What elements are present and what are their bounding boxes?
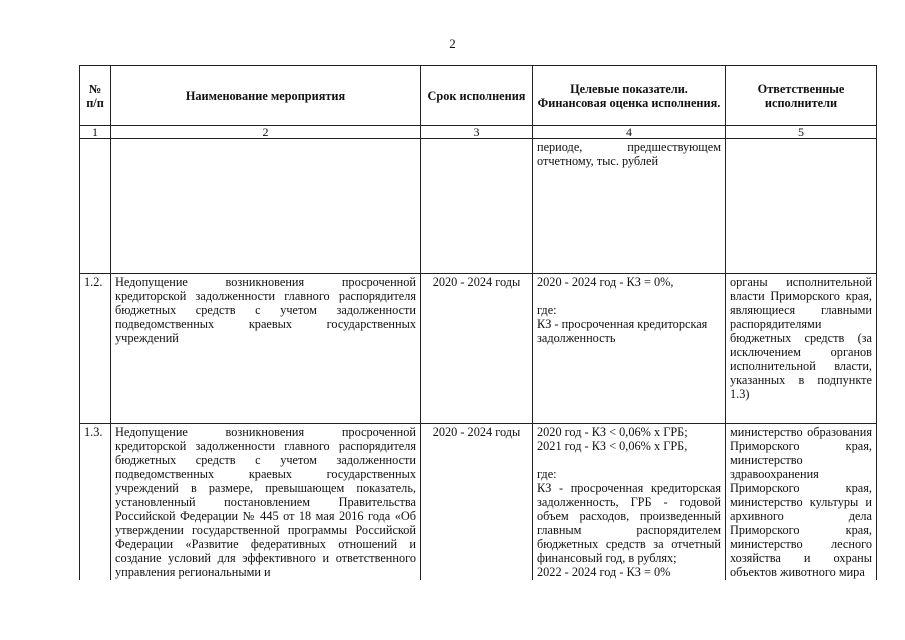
column-number: 2 xyxy=(111,126,421,139)
table-row xyxy=(80,424,877,581)
row-indicators: периоде, предшествующем отчетному, тыс. рублей xyxy=(533,139,726,274)
indicator-line: где: xyxy=(537,467,557,481)
indicator-line: 2020 - 2024 год - КЗ = 0%, xyxy=(537,275,674,289)
row-indicators xyxy=(533,274,726,424)
row-number: 1.3. xyxy=(80,424,111,581)
column-number: 4 xyxy=(533,126,726,139)
table-header-row xyxy=(80,66,877,126)
header-term: Срок исполнения xyxy=(421,66,533,126)
row-executors: органы исполнительной власти Приморского края, являющиеся главными распорядителями бюджетных средств (за исключением органов исполнительной власти, указанных в подпункте 1.3) xyxy=(726,274,877,424)
page-number: 2 xyxy=(449,36,456,51)
table-row xyxy=(80,139,877,274)
column-number: 3 xyxy=(421,126,533,139)
row-number: 1.2. xyxy=(80,274,111,424)
table-row xyxy=(80,274,877,424)
row-executors: министерство образования Приморского края, министерство здравоохранения Приморского края, министерство культуры и архивного дела Приморского края, министерство лесного хозяйства и охраны объектов животного мира xyxy=(726,424,877,581)
header-executors: Ответственные исполнители xyxy=(726,66,877,126)
row-term: 2020 - 2024 годы xyxy=(421,274,533,424)
row-name: Недопущение возникновения просроченной кредиторской задолженности главного распорядителя бюджетных средств с учетом задолженности подведомственных краевых государственных учреждений в размере, превышающем показатель, установленный постановлением Правительства Российской Федерации № 445 от 18 мая 2016 года «Об утверждении государственной программы Российской Федерации «Развитие федеративных отношений и создание условий для эффективного и ответственного управления региональными и xyxy=(111,424,421,581)
row-executors xyxy=(726,139,877,274)
row-term xyxy=(421,139,533,274)
measures-table xyxy=(79,65,877,580)
row-term: 2020 - 2024 годы xyxy=(421,424,533,581)
column-numbers-row xyxy=(80,126,877,139)
column-number: 1 xyxy=(80,126,111,139)
indicator-line: 2022 - 2024 год - КЗ = 0% xyxy=(537,565,671,579)
row-name xyxy=(111,139,421,274)
row-name: Недопущение возникновения просроченной кредиторской задолженности главного распорядителя бюджетных средств с учетом задолженности подведомственных краевых государственных учреждений xyxy=(111,274,421,424)
header-number: № п/п xyxy=(80,66,111,126)
row-number xyxy=(80,139,111,274)
column-number: 5 xyxy=(726,126,877,139)
indicator-line: КЗ - просроченная кредиторская задолженность xyxy=(537,317,708,345)
indicator-line: 2021 год - КЗ < 0,06% х ГРБ, xyxy=(537,439,688,453)
indicator-line: КЗ - просроченная кредиторская задолженность, ГРБ - годовой объем расходов, произведенный главным распорядителем бюджетных средств за отчетный финансовый год, в рублях; xyxy=(537,481,721,565)
indicator-line: 2020 год - КЗ < 0,06% х ГРБ; xyxy=(537,425,688,439)
header-name: Наименование мероприятия xyxy=(111,66,421,126)
indicator-line: где: xyxy=(537,303,557,317)
header-indicators: Целевые показатели. Финансовая оценка исполнения. xyxy=(533,66,726,126)
row-indicators xyxy=(533,424,726,581)
